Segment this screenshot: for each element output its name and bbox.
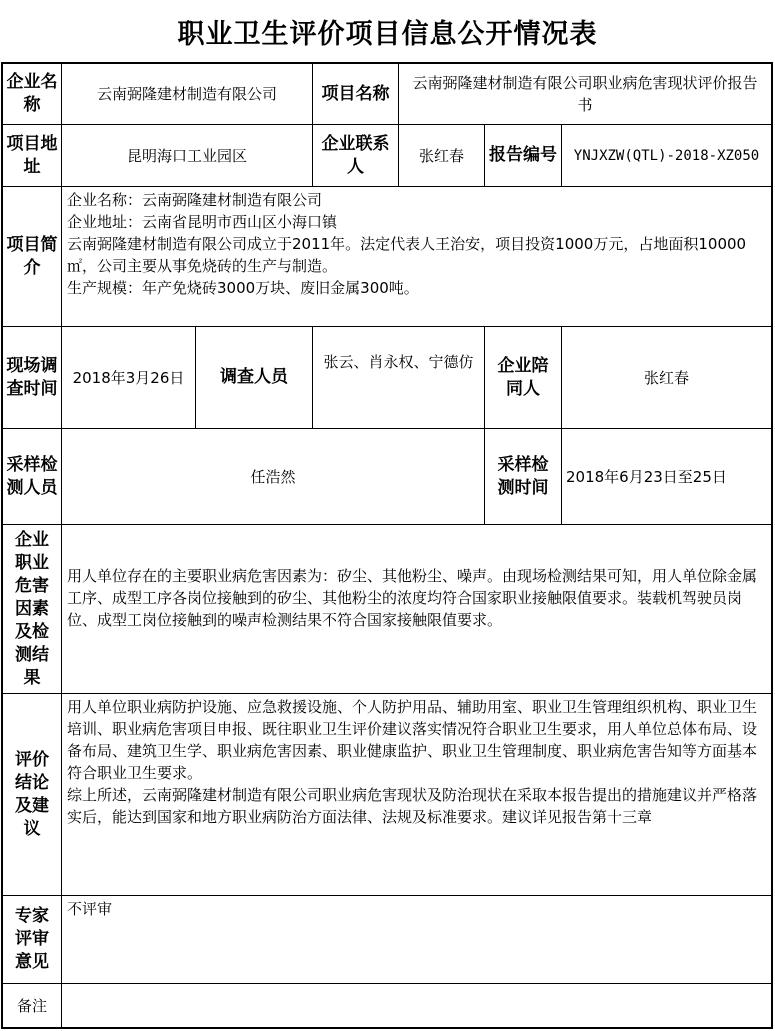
- label-project-intro: 项目简介: [2, 186, 62, 327]
- label-company-contact: 企业联系人: [312, 124, 399, 187]
- label-expert-review: 专家评审意见: [2, 895, 62, 984]
- value-conclusion: [61, 693, 772, 896]
- label-sampling-time: 采样检测时间: [484, 428, 562, 525]
- label-investigators: 调查人员: [195, 326, 313, 429]
- label-project-name: 项目名称: [312, 63, 399, 125]
- intro-line-summary: 云南弼隆建材制造有限公司成立于2011年。法定代表人王治安，项目投资1000万元，占地面积10000㎡，公司主要从事免烧砖的生产与制造。: [67, 235, 747, 275]
- label-site-survey-time: 现场调查时间: [2, 326, 62, 429]
- intro-line-address: 企业地址：云南省昆明市西山区小海口镇: [67, 213, 338, 231]
- value-remarks: [61, 983, 772, 1028]
- value-project-name: 云南弼隆建材制造有限公司职业病危害现状评价报告书: [398, 63, 772, 125]
- value-company-escort: 张红春: [561, 326, 772, 429]
- value-expert-review: 不评审: [61, 895, 772, 984]
- info-table: [1, 62, 773, 1029]
- label-report-no: 报告编号: [484, 124, 562, 187]
- value-investigators: 张云、肖永权、宁德仿: [312, 326, 485, 429]
- value-company-contact: 张红春: [398, 124, 485, 187]
- value-project-address: 昆明海口工业园区: [61, 124, 313, 187]
- conclusion-para-1: 用人单位职业病防护设施、应急救援设施、个人防护用品、辅助用室、职业卫生管理组织机构、职业卫生培训、职业病危害项目申报、既往职业卫生评价建议落实情况符合职业卫生要求，用人单位总体布局、设备布局、建筑卫生学、职业病危害因素、职业健康监护、职业卫生管理制度、职业病危害告知等方面基本符合职业卫生要求。: [67, 698, 758, 782]
- value-company-name: 云南弼隆建材制造有限公司: [61, 63, 313, 125]
- label-remarks: 备注: [2, 983, 62, 1028]
- label-project-address: 项目地址: [2, 124, 62, 187]
- value-sampling-time: 2018年6月23日至25日: [561, 428, 772, 525]
- intro-line-scale: 生产规模：年产免烧砖3000万块、废旧金属300吨。: [67, 279, 419, 297]
- value-sampling-staff: 任浩然: [61, 428, 485, 525]
- label-company-escort: 企业陪同人: [484, 326, 562, 429]
- intro-line-company: 企业名称：云南弼隆建材制造有限公司: [67, 191, 323, 209]
- label-conclusion: 评价结论及建议: [2, 693, 62, 896]
- value-report-no: YNJXZW(QTL)-2018-XZ050: [561, 124, 772, 187]
- page-title: 职业卫生评价项目信息公开情况表: [177, 18, 598, 50]
- value-project-intro: [61, 186, 772, 327]
- label-hazard-results: 企业职业危害因素及检测结果: [2, 524, 62, 694]
- value-site-survey-time: 2018年3月26日: [61, 326, 196, 429]
- conclusion-para-2: 综上所述，云南弼隆建材制造有限公司职业病危害现状及防治现状在采取本报告提出的措施建议并严格落实后，能达到国家和地方职业病防治方面法律、法规及标准要求。建议详见报告第十三章: [67, 786, 758, 826]
- label-company-name: 企业名称: [2, 63, 62, 125]
- value-hazard-results: 用人单位存在的主要职业病危害因素为：矽尘、其他粉尘、噪声。由现场检测结果可知，用人单位除金属工序、成型工序各岗位接触到的矽尘、其他粉尘的浓度均符合国家职业接触限值要求。装载机驾驶员岗位、成型工岗位接触到的噪声检测结果不符合国家接触限值要求。: [61, 524, 772, 694]
- label-sampling-staff: 采样检测人员: [2, 428, 62, 525]
